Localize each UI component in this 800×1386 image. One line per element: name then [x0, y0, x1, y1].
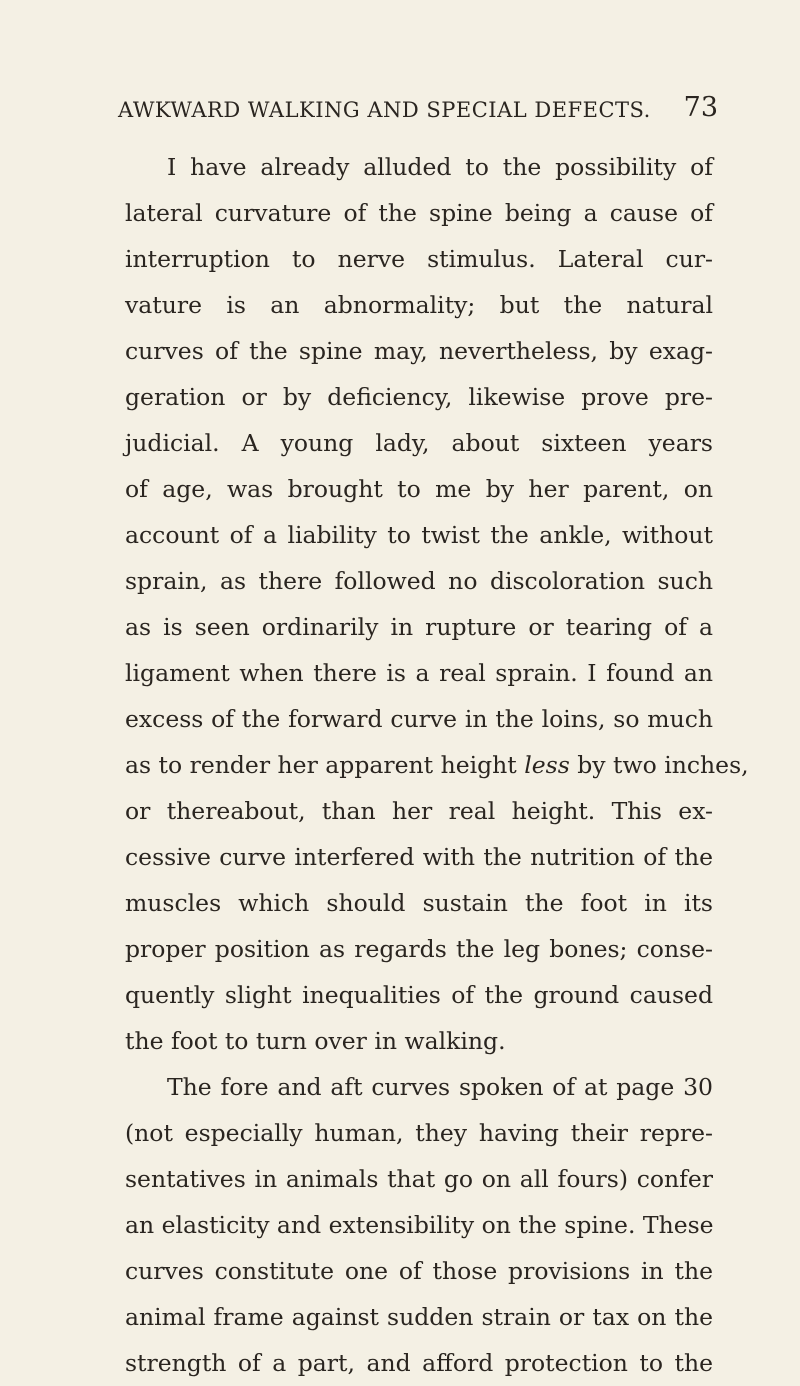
text-line: muscles which should sustain the foot in its [125, 889, 713, 917]
text-line: judicial. A young lady, about sixteen years [125, 429, 713, 457]
text-line: cessive curve interfered with the nutrition of the [125, 843, 713, 871]
paragraph-2 [125, 1064, 713, 1386]
paragraph-1 [125, 144, 749, 1064]
text-line: quently slight inequalities of the ground caused [125, 981, 713, 1009]
text-line: account of a liability to twist the ankle, without [125, 521, 713, 549]
text-line: ligament when there is a real sprain. I found an [125, 659, 713, 687]
text-line: (not especially human, they having their repre- [125, 1119, 713, 1147]
text-line: strength of a part, and afford protection to the [125, 1349, 713, 1377]
text-line: curves constitute one of those provisions in the [125, 1257, 713, 1285]
text-line: as is seen ordinarily in rupture or tearing of a [125, 613, 713, 641]
text-line: sprain, as there followed no discoloration such [125, 567, 713, 595]
text-line: vature is an abnormality; but the natural [125, 291, 713, 319]
text-line: an elasticity and extensibility on the spine. These [125, 1211, 714, 1239]
text-line: proper position as regards the leg bones; conse- [125, 935, 713, 963]
body-text [125, 144, 749, 1386]
page-number: 73 [683, 92, 718, 123]
text-line: curves of the spine may, nevertheless, by exag- [125, 337, 713, 365]
text-line: animal frame against sudden strain or tax on the [125, 1303, 713, 1331]
text-line: excess of the forward curve in the loins, so much [125, 705, 713, 733]
text-line: lateral curvature of the spine being a cause of [125, 199, 713, 227]
text-line: the foot to turn over in walking. [125, 1027, 506, 1055]
text-line: or thereabout, than her real height. This ex- [125, 797, 713, 825]
text-line: geration or by deficiency, likewise prove pre- [125, 383, 713, 411]
text-line: interruption to nerve stimulus. Lateral cur- [125, 245, 713, 273]
running-head [118, 94, 718, 128]
text-line: The fore and aft curves spoken of at page 30 [167, 1073, 713, 1101]
text-line: of age, was brought to me by her parent, on [125, 475, 713, 503]
running-title: AWKWARD WALKING AND SPECIAL DEFECTS. [118, 98, 651, 122]
text-line: I have already alluded to the possibility of [167, 153, 713, 181]
text-line: sentatives in animals that go on all fours) confer [125, 1165, 713, 1193]
text-line: as to render her apparent height less by two inches, [125, 751, 749, 779]
